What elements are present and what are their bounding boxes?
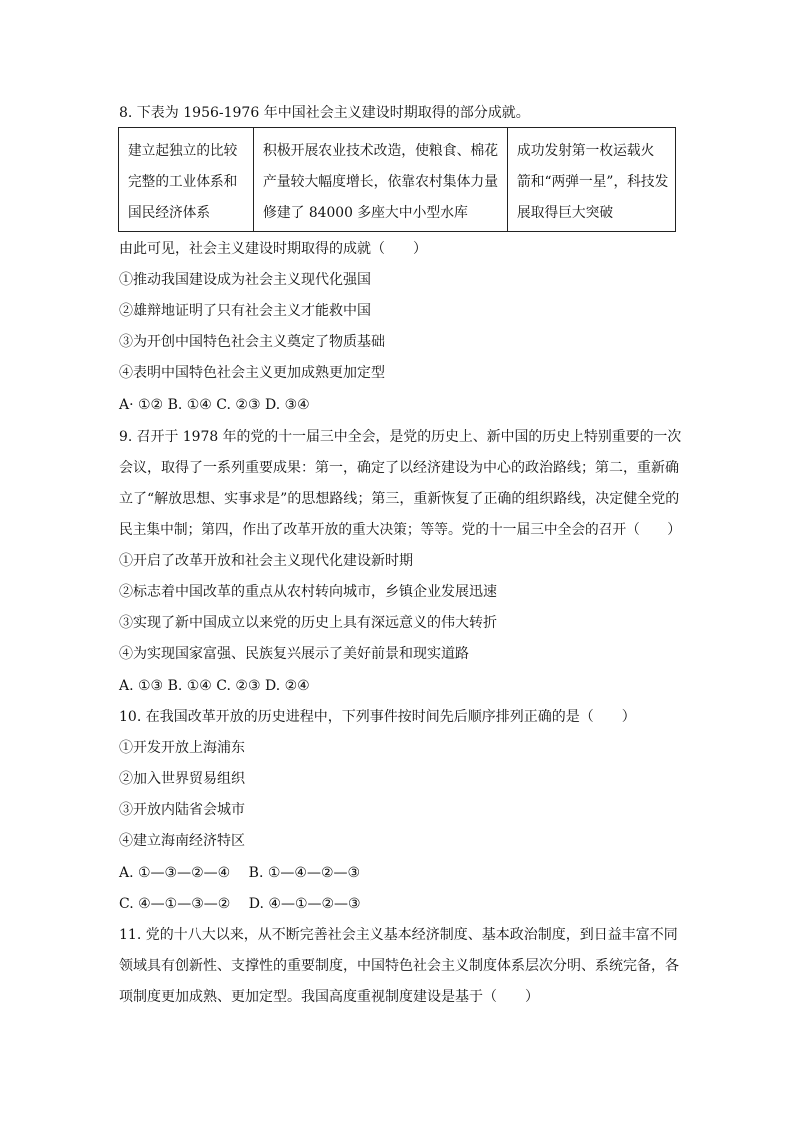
- q10-answer-choices-ab: A. ①—③—②—④ B. ①—④—②—③: [119, 865, 361, 881]
- table-cell-technology: [508, 128, 676, 232]
- q10-option-2: ②加入世界贸易组织: [119, 771, 245, 787]
- q8-option-4: ④表明中国特色社会主义更加成熟更加定型: [119, 365, 385, 381]
- q9-answer-choices: A. ①③ B. ①④ C. ②③ D. ②④: [119, 678, 310, 694]
- cell-line: 积极开展农业技术改造，使粮食、棉花: [263, 143, 499, 159]
- q11-stem-line-2: 领域具有创新性、支撑性的重要制度，中国特色社会主义制度体系层次分明、系统完备，各: [119, 958, 679, 974]
- q8-stem: 8. 下表为 1956-1976 年中国社会主义建设时期取得的部分成就。: [119, 105, 530, 121]
- cell-line: 完整的工业体系和: [128, 174, 238, 190]
- q10-option-1: ①开发开放上海浦东: [119, 740, 245, 756]
- q8-answer-choices: A· ①② B. ①④ C. ②③ D. ③④: [119, 397, 310, 413]
- q11-stem-line-1: 11. 党的十八大以来，从不断完善社会主义基本经济制度、基本政治制度，到日益丰富不同: [119, 927, 678, 943]
- q8-achievement-table: [118, 127, 676, 232]
- q8-option-1: ①推动我国建设成为社会主义现代化强国: [119, 272, 371, 288]
- cell-line: 展取得巨大突破: [517, 205, 614, 221]
- q8-option-3: ③为开创中国特色社会主义奠定了物质基础: [119, 334, 385, 350]
- cell-line: 产量较大幅度增长，依靠农村集体力量: [263, 174, 499, 190]
- cell-line: 修建了 84000 多座大中小型水库: [263, 205, 468, 221]
- cell-line: 建立起独立的比较: [128, 143, 238, 159]
- q8-option-2: ②雄辩地证明了只有社会主义才能救中国: [119, 303, 371, 319]
- q11-stem-line-3: 项制度更加成熟、更加定型。我国高度重视制度建设是基于（ ）: [119, 989, 539, 1005]
- q9-stem-line-2: 会议，取得了一系列重要成果：第一，确定了以经济建设为中心的政治路线；第二，重新确: [119, 460, 679, 476]
- table-cell-agriculture: [254, 128, 508, 232]
- q9-option-1: ①开启了改革开放和社会主义现代化建设新时期: [119, 553, 413, 569]
- q9-option-2: ②标志着中国改革的重点从农村转向城市，乡镇企业发展迅速: [119, 584, 497, 600]
- cell-line: 箭和“两弹一星”，科技发: [517, 174, 669, 190]
- q9-option-3: ③实现了新中国成立以来党的历史上具有深远意义的伟大转折: [119, 615, 497, 631]
- cell-line: 成功发射第一枚运载火: [517, 143, 655, 159]
- q9-stem-line-3: 立了“解放思想、实事求是”的思想路线；第三，重新恢复了正确的组织路线，决定健全党的: [119, 491, 680, 507]
- q9-option-4: ④为实现国家富强、民族复兴展示了美好前景和现实道路: [119, 646, 469, 662]
- q10-option-4: ④建立海南经济特区: [119, 833, 245, 849]
- cell-line: 国民经济体系: [128, 205, 210, 221]
- q9-stem-line-4: 民主集中制；第四，作出了改革开放的重大决策；等等。党的十一届三中全会的召开（ ）: [119, 522, 682, 538]
- table-cell-industry: [119, 128, 254, 232]
- q10-option-3: ③开放内陆省会城市: [119, 802, 245, 818]
- q10-stem: 10. 在我国改革开放的历史进程中，下列事件按时间先后顺序排列正确的是（ ）: [119, 709, 636, 725]
- q8-question: 由此可见，社会主义建设时期取得的成就（ ）: [119, 241, 427, 257]
- q10-answer-choices-cd: C. ④—①—③—② D. ④—①—②—③: [119, 896, 361, 912]
- q9-stem-line-1: 9. 召开于 1978 年的党的十一届三中全会，是党的历史上、新中国的历史上特别重要的一次: [119, 429, 682, 445]
